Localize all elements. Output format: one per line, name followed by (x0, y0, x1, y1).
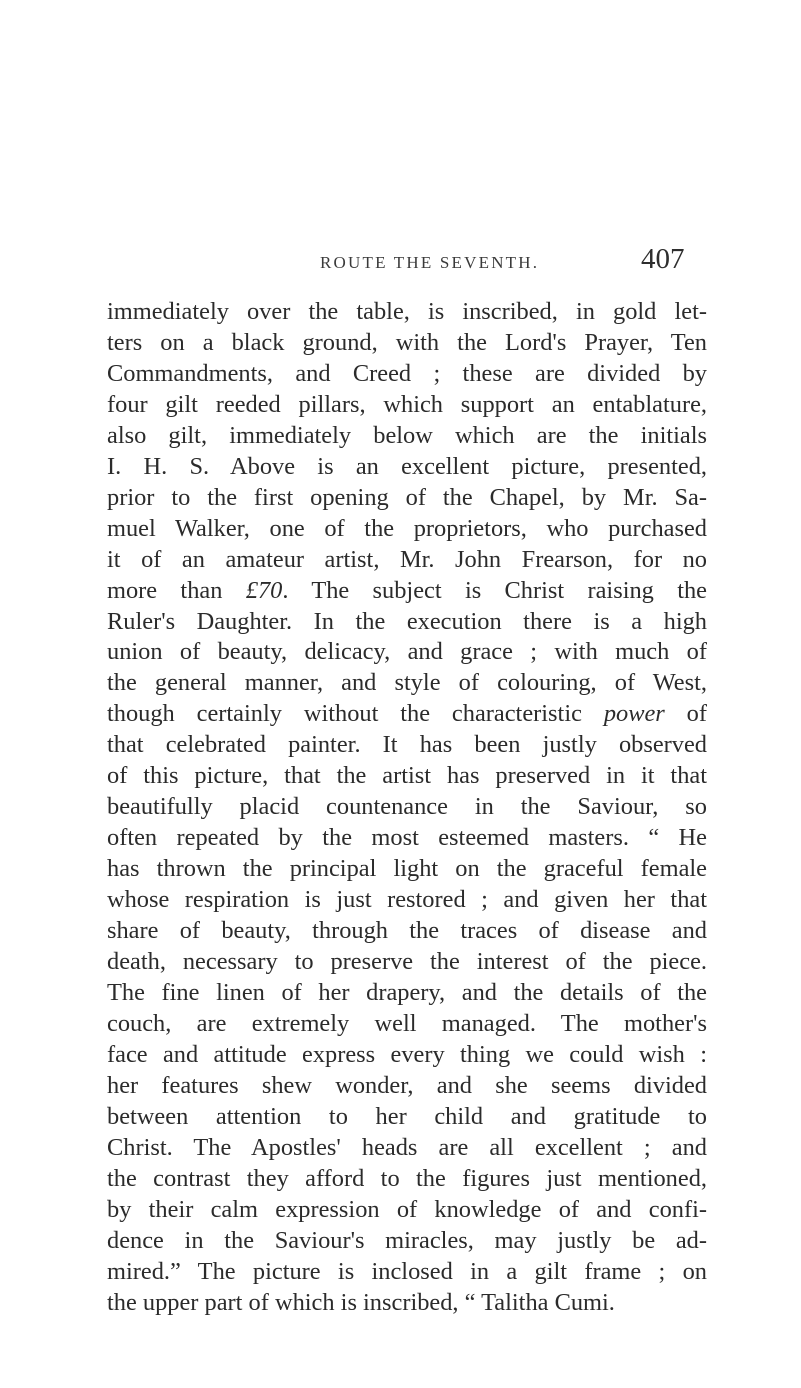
text-line: Ruler's Daughter. In the execution there is a high (107, 607, 707, 635)
text-line: whose respiration is just restored ; and given her that (107, 886, 707, 914)
text-line: by their calm expression of knowledge of and confi- (107, 1195, 707, 1223)
line-segment: more than (107, 576, 246, 604)
text-line: immediately over the table, is inscribed, in gold let- (107, 298, 707, 325)
text-line: between attention to her child and gratitude to (107, 1102, 707, 1130)
text-line: her features shew wonder, and she seems divided (107, 1071, 707, 1099)
text-line: face and attitude express every thing we could wish : (107, 1040, 707, 1068)
text-line: I. H. S. Above is an excellent picture, presented, (107, 452, 707, 480)
text-line: the contrast they afford to the figures just mentioned, (107, 1164, 707, 1192)
text-line: prior to the first opening of the Chapel, by Mr. Sa- (107, 483, 707, 511)
text-line: union of beauty, delicacy, and grace ; with much of (107, 638, 707, 666)
text-line: couch, are extremely well managed. The mother's (107, 1009, 707, 1037)
running-title: ROUTE THE SEVENTH. (320, 253, 540, 272)
text-line: has thrown the principal light on the graceful female (107, 855, 707, 883)
text-line: it of an amateur artist, Mr. John Frearson, for no (107, 545, 707, 573)
text-line: Commandments, and Creed ; these are divided by (107, 359, 707, 387)
text-line-currency (107, 576, 707, 607)
text-line: muel Walker, one of the proprietors, who purchased (107, 514, 707, 542)
text-line: of this picture, that the artist has preserved in it that (107, 762, 707, 790)
text-line: The fine linen of her drapery, and the details of the (107, 978, 707, 1006)
line-segment: of (664, 700, 707, 728)
text-line: the general manner, and style of colouring, of West, (107, 669, 707, 697)
text-line: mired.” The picture is inclosed in a gilt frame ; on (107, 1257, 707, 1285)
running-head (0, 243, 801, 283)
body-text (107, 297, 707, 1318)
emphasized-word: power (603, 700, 665, 728)
text-line: beautifully placid countenance in the Saviour, so (107, 793, 707, 821)
currency-amount: £70 (245, 576, 283, 604)
line-segment: though certainly without the characteristic (107, 700, 604, 728)
text-line: the upper part of which is inscribed, “ Talitha Cumi. (107, 1288, 615, 1316)
text-line: that celebrated painter. It has been justly observed (107, 731, 707, 759)
text-line: ters on a black ground, with the Lord's Prayer, Ten (107, 328, 707, 356)
line-segment: . The subject is Christ raising the (282, 576, 707, 604)
text-line: also gilt, immediately below which are the initials (107, 421, 707, 449)
text-line: often repeated by the most esteemed masters. “ He (107, 824, 707, 852)
text-line: death, necessary to preserve the interest of the piece. (107, 948, 707, 976)
text-line: dence in the Saviour's miracles, may justly be ad- (107, 1226, 707, 1254)
text-line: four gilt reeded pillars, which support an entablature, (107, 390, 707, 418)
page-number: 407 (641, 243, 685, 275)
text-line-emphasis (107, 699, 707, 730)
text-line: share of beauty, through the traces of disease and (107, 917, 707, 945)
text-line: Christ. The Apostles' heads are all excellent ; and (107, 1133, 707, 1161)
